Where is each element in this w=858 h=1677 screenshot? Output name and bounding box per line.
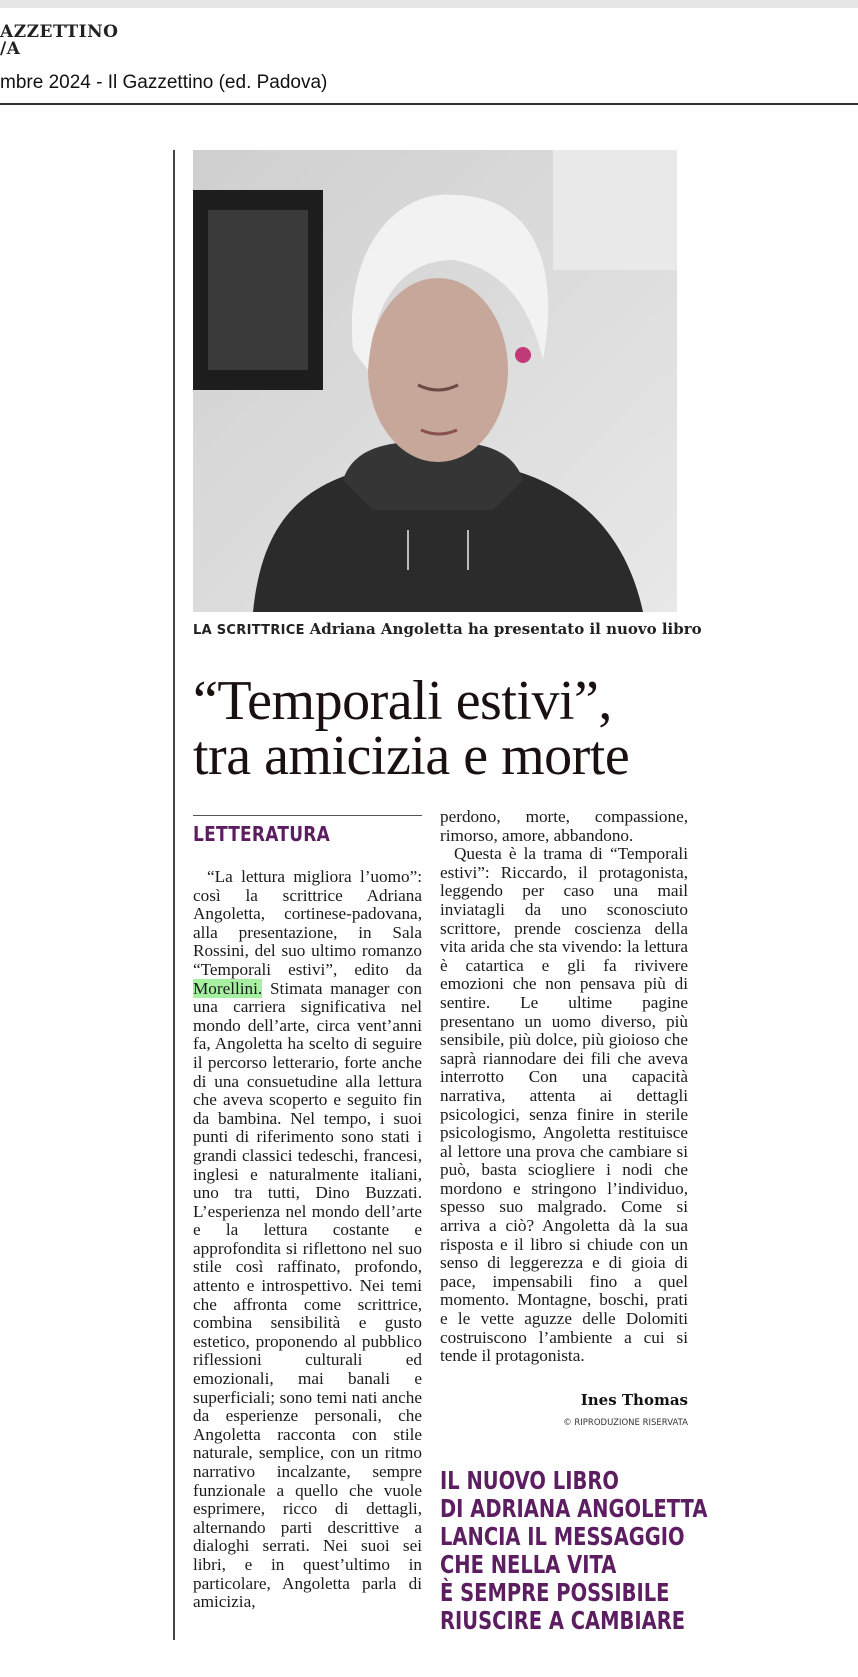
column-rule [173, 150, 175, 1640]
article-headline [193, 670, 713, 787]
section-label: LETTERATURA [193, 822, 331, 846]
pull-quote-line: LANCIA IL MESSAGGIO [440, 1522, 685, 1551]
author-byline: Ines Thomas [580, 1391, 688, 1409]
headline-line-1: “Temporali estivi”, [193, 670, 612, 732]
masthead-line-2: /A [0, 39, 21, 59]
column-2-paragraph-2: Questa è la trama di “Temporali estivi”: Riccardo, il protagonista, leggendo per caso una mail inviatagli da uno sconosciuto scrittore, prende coscienza della vita arida che sta vivendo: la lettura è catartica e gli fa rivivere emozioni che non pensava più di sentire. Le ultime pagine presentano un uomo diverso, più sensibile, più dolce, più gioioso che saprà riannodare dei fili che aveva interrotto Con una capacità narrativa, attenta ai dettagli psicologici, senza finire in sterile psicologismo, Angoletta restituisce al lettore una prova che cambiare si può, basta sciogliere i nodi che mordono e stringono l’individuo, spesso suo malgrado. Come si arriva a ciò? Angoletta dà la sua risposta e il libro si chiude con un senso di leggerezza e di gioia di pace, impensabili fino a quel momento. Montagne, boschi, prati e le vette aguzze delle Dolomiti costruiscono l’ambiente a cui si tende il protagonista. [440, 844, 688, 1366]
section-rule [193, 815, 422, 816]
pull-quote-line: DI ADRIANA ANGOLETTA [440, 1494, 708, 1523]
copyright-notice: © RIPRODUZIONE RISERVATA [563, 1418, 688, 1428]
paragraph-text-start: “La lettura migliora l’uomo”: così la scrittrice Adriana Angoletta, cortinese-padovana, alla presentazione, in Sala Rossini, del suo ultimo romanzo “Temporali estivi”, edito da [193, 867, 422, 979]
pull-quote-line: È SEMPRE POSSIBILE [440, 1578, 670, 1607]
photo-caption [193, 620, 702, 638]
headline-line-2: tra amicizia e morte [193, 725, 630, 787]
pull-quote-line: CHE NELLA VITA [440, 1550, 617, 1579]
article-column-1 [193, 868, 422, 1612]
dateline: mbre 2024 - Il Gazzettino (ed. Padova) [0, 72, 328, 93]
masthead-line-1: AZZETTINO [0, 22, 119, 42]
author-photo [193, 150, 677, 612]
highlighted-publisher: Morellini. [193, 978, 263, 998]
pull-quote [440, 1466, 708, 1635]
column-1-paragraph [193, 868, 422, 1612]
pull-quote-line: RIUSCIRE A CAMBIARE [440, 1606, 686, 1635]
paragraph-text-end: Stimata manager con una carriera significativa nel mondo dell’arte, circa vent’anni fa, Angoletta ha scelto di seguire il percorso letterario, forte anche di una consuetudine alla lettura che aveva scoperto e seguito fin da bambina. Nel tempo, i suoi punti di riferimento sono stati i grandi classici tedeschi, francesi, inglesi e naturalmente italiani, uno tra tutti, Dino Buzzati. L’esperienza nel mondo dell’arte e la lettura costante e approfondita si riflettono nel suo stile così raffinato, profondo, attento e introspettivo. Nei temi che affronta come scrittrice, combina sensibilità e gusto estetico, proponendo al pubblico riflessioni culturali ed emozionali, mai banali e superficiali; sono temi nati anche da esperienze personali, che Angoletta racconta con stile naturale, semplice, con un ritmo narrativo incalzante, sempre funzionale a quello che vuole esprimere, ricco di dettagli, alternando parti descrittive a dialoghi serrati. Nei suoi sei libri, e in quest’ultimo in particolare, Angoletta parla di amicizia, [193, 978, 422, 1612]
caption-text: Adriana Angoletta ha presentato il nuovo libro [309, 620, 702, 638]
newspaper-masthead [0, 24, 118, 58]
caption-tag: LA SCRITTRICE [193, 623, 305, 638]
pull-quote-line: IL NUOVO LIBRO [440, 1466, 619, 1495]
browser-top-bar [0, 0, 858, 8]
column-2-paragraph-1: perdono, morte, compassione, rimorso, amore, abbandono. [440, 807, 688, 845]
header-divider [0, 103, 858, 105]
article-column-2 [440, 808, 688, 1366]
